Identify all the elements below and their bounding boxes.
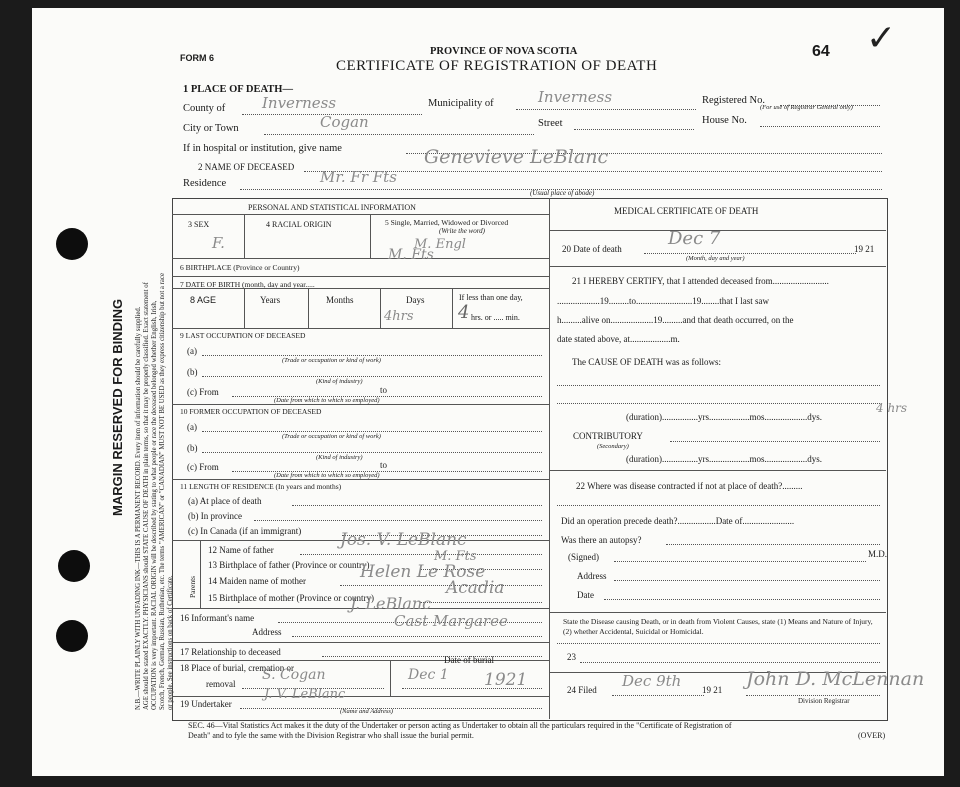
filed-year-value: 19 21 [702,685,723,695]
division-registrar-label: Division Registrar [798,697,850,705]
less-than-day-label: If less than one day, [459,293,523,302]
dob-label: 7 DATE OF BIRTH (month, day and year..... [180,280,315,289]
months-header: Months [326,295,354,305]
municipality-value: Inverness [538,88,613,106]
cause-of-death-label: The CAUSE OF DEATH was as follows: [572,357,721,367]
certificate-title: CERTIFICATE OF REGISTRATION OF DEATH [336,58,658,74]
hrs-min-label: hrs. or ..... min. [471,313,520,322]
serial-number: 64 [812,43,830,60]
contracted-label: 22 Where was disease contracted if not at place of death?......... [576,481,803,491]
occupation-c-label: (c) From [187,387,219,397]
registered-note: (For use of Registrar General only) [760,104,853,111]
item-23-label: 23 [567,652,576,662]
racial-origin-label: 4 RACIAL ORIGIN [266,220,332,229]
medical-heading: MEDICAL CERTIFICATE OF DEATH [614,206,759,216]
city-value: Cogan [320,113,369,131]
birthplace-label: 6 BIRTHPLACE (Province or Country) [180,263,300,272]
margin-note-line: OCCUPATION is very important. RACIAL ORIGIN will be described by stating to what people or race the deceased belonged whether English, Irish, [151,300,158,710]
informant-label: 16 Informant's name [180,613,255,623]
date-of-death-label: 20 Date of death [562,244,622,254]
marital-status-note: (Write the word) [439,227,486,235]
city-label: City or Town [183,123,239,134]
abode-note: (Usual place of abode) [530,189,595,197]
mother-name-label: 14 Maiden name of mother [208,576,306,586]
last-occupation-label: 9 LAST OCCUPATION OF DECEASED [180,331,306,340]
footer-text-2: Death" and to fyle the same with the Division Registrar who shall issue the burial permit. [188,731,474,740]
binding-hole [56,228,88,260]
burial-date-label: Date of burial [444,655,494,665]
burial-place-label: 18 Place of burial, cremation or [180,663,294,673]
residence-b-label: (b) In province [188,511,242,521]
filed-label: 24 Filed [567,685,597,695]
undertaker-label: 19 Undertaker [180,699,232,709]
certify-line-4: date stated above, at..................m. [557,334,680,344]
residence-value: Mr. Fr Fts [320,168,397,186]
father-birthplace-value: M. Fts [434,549,477,564]
mother-birthplace-value: Acadia [446,578,505,598]
former-occupation-label: 10 FORMER OCCUPATION OF DECEASED [180,407,322,416]
informant-address: Cast Margaree [394,612,508,630]
father-name-value: Jos. V. LeBlanc [340,530,467,550]
former-trade-note: (Trade or occupation or kind of work) [282,433,381,440]
registrar-signature: John D. McLennan [746,668,925,690]
death-year-value: 19 21 [854,244,875,254]
binding-hole [56,620,88,652]
occupation-a-label: (a) [187,346,197,356]
date-of-death-value: Dec 7 [668,228,721,249]
personal-heading: PERSONAL AND STATISTICAL INFORMATION [248,203,416,212]
occupation-dates-note: (Date from which to which so employed) [274,397,380,404]
relationship-label: 17 Relationship to deceased [180,647,281,657]
physician-address-label: Address [577,571,607,581]
undertaker-value: J. V. LeBlanc [264,687,346,702]
margin-note-line: AGE should be stated EXACTLY. PHYSICIANS should STATE CAUSE OF DEATH in plain terms, so that it may be properly classified. Exact statement of [143,282,150,710]
days-value: 4hrs [384,309,414,324]
occupation-industry-note: (Kind of industry) [316,378,363,385]
racial-origin-value: M. Engl [414,237,466,252]
occupation-trade-note: (Trade or occupation or kind of work) [282,357,381,364]
certify-line-2: ...................19.........to.........................19........that I last saw [557,296,769,306]
margin-note-line: or people. See instructions on back of Certificate. [167,575,174,710]
binding-margin-label: MARGIN RESERVED FOR BINDING [110,298,125,516]
street-label: Street [538,118,563,129]
occupation-b-label: (b) [187,367,198,377]
former-a-label: (a) [187,422,197,432]
physician-date-label: Date [577,590,594,600]
former-industry-note: (Kind of industry) [316,454,363,461]
place-of-death-label: 1 PLACE OF DEATH— [183,84,293,95]
burial-place-value: S. Cogan [262,667,326,683]
parents-side-label: Parents [188,575,197,598]
hours-value: 4 [458,302,470,323]
province-heading: PROVINCE OF NOVA SCOTIA [430,46,578,57]
check-mark: ✓ [866,18,897,58]
residence-a-label: (a) At place of death [188,496,262,506]
marital-status-label: 5 Single, Married, Widowed or Divorced [385,218,509,227]
residence-c-label: (c) In Canada (if an immigrant) [188,526,302,536]
father-name-label: 12 Name of father [208,545,274,555]
binding-hole [58,550,90,582]
father-birthplace-label: 13 Birthplace of father (Province or country) [208,560,370,570]
certify-line-3: h.........alive on...................19.........and that death occurred, on the [557,315,794,325]
margin-note-line: N.B.—WRITE PLAINLY WITH UNFADING INK—THIS IS A PERMANENT RECORD. Every item of information should be carefully supplied. [135,306,142,710]
length-of-residence-label: 11 LENGTH OF RESIDENCE (In years and months) [180,482,342,491]
md-label: M.D. [868,549,888,559]
municipality-label: Municipality of [428,98,494,109]
former-dates-note: (Date from which to which so employed) [274,472,380,479]
name-of-deceased-label: 2 NAME OF DECEASED [198,162,295,172]
sex-label: 3 SEX [188,220,210,229]
mother-name-value: Helen Le Rose [360,562,486,582]
house-no-label: House No. [702,115,747,126]
county-value: Inverness [262,94,337,112]
operation-label: Did an operation precede death?.................Date of....................... [561,516,795,526]
form-number: FORM 6 [180,53,215,63]
deceased-name: Genevieve LeBlanc [424,146,609,168]
informant-address-label: Address [252,627,282,637]
margin-note-line: Scotch, French, German, Russian, Ruthenian, etc. The terms "AMERICAN" or "CANADIAN" MUST NOT BE USED as they express citizenship but not a race [159,273,166,710]
former-c-label: (c) From [187,462,219,472]
hospital-label: If in hospital or institution, give name [183,143,342,154]
former-to-label: to [380,460,388,470]
death-date-note: (Month, day and year) [686,255,745,262]
over-label: (OVER) [858,731,886,740]
informant-name: J. LeBlanc [350,594,432,613]
autopsy-label: Was there an autopsy? [561,535,642,545]
duration-days-value: 4 hrs [876,401,908,415]
age-label: 8 AGE [190,295,217,305]
occupation-to-label: to [380,385,388,395]
sex-value: F. [212,234,225,252]
years-header: Years [260,295,281,305]
signed-label: (Signed) [568,552,599,562]
mother-birthplace-label: 15 Birthplace of mother (Province or country) [208,593,374,603]
residence-label: Residence [183,178,227,189]
days-header: Days [406,295,425,305]
duration-line-1: (duration)................yrs..................mos...................dys. [626,412,822,422]
county-label: County of [183,103,226,114]
registered-no-label: Registered No. [702,95,765,106]
violent-causes-note: State the Disease causing Death, or in death from Violent Causes, state (1) Means and Nature of Injury, (2) whether Accidental, Suicidal or Homicidal. [563,617,873,636]
certify-text: 21 I HEREBY CERTIFY, that I attended deceased from......................... [572,276,829,286]
removal-label: removal [206,679,236,689]
filed-date-value: Dec 9th [622,672,682,690]
undertaker-note: (Name and Address) [340,708,394,715]
contributory-label: CONTRIBUTORY [573,431,643,441]
burial-date-value: Dec 1 [408,667,449,683]
former-b-label: (b) [187,443,198,453]
birthplace-value: M. Fts [388,247,434,263]
footer-text: SEC. 46—Vital Statistics Act makes it the duty of the Undertaker or person acting as Undertaker to obtain all the particulars required in the "Certificate of Registration of [188,721,732,730]
burial-year-value: 1921 [484,670,528,690]
duration-line-2: (duration)................yrs..................mos...................dys. [626,454,822,464]
secondary-note: (Secondary) [597,443,629,450]
